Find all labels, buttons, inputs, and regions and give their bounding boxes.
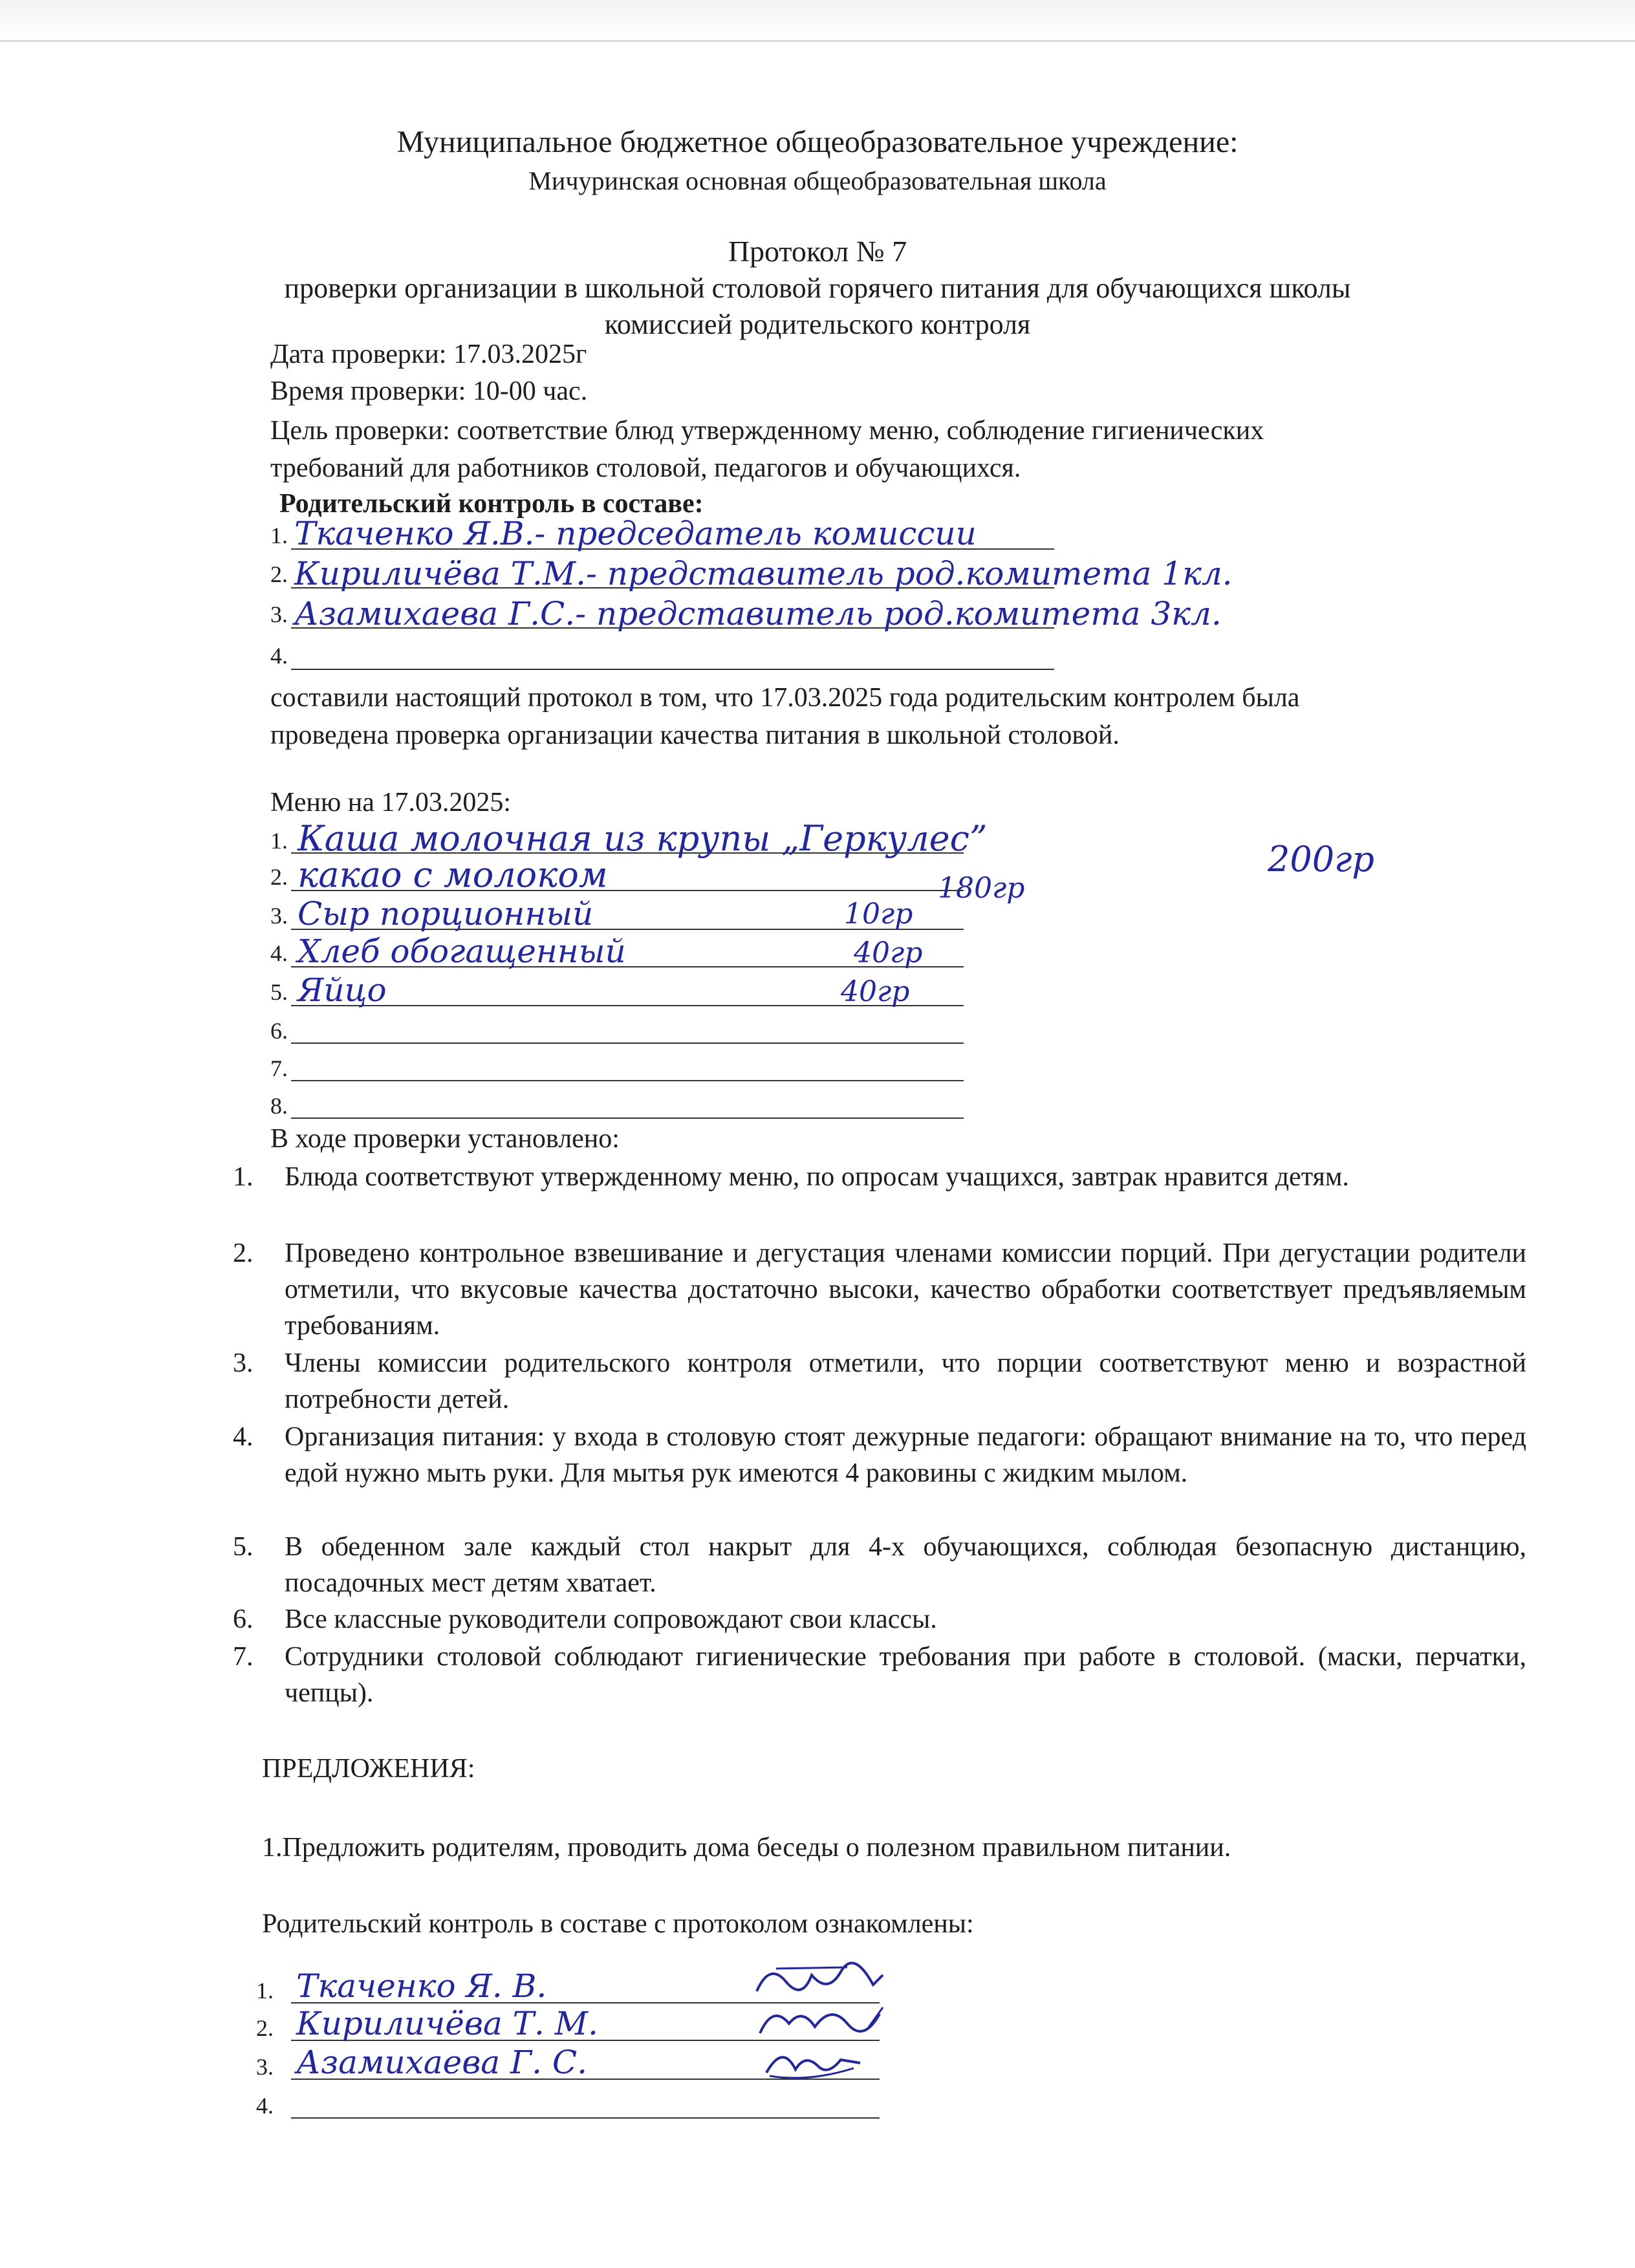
finding-number: 5.	[233, 1532, 254, 1562]
proposal-item: 1.Предложить родителям, проводить дома беседы о полезном правильном питании.	[262, 1833, 1231, 1863]
menu-item-name: какао с молоком	[298, 854, 608, 895]
menu-number: 4.	[270, 940, 288, 966]
ack-name: Азамихаева Г. С.	[296, 2044, 588, 2081]
menu-item-name: Сыр порционный	[298, 895, 594, 933]
ack-number: 3.	[256, 2054, 274, 2080]
menu-item-weight: 180гр	[938, 872, 1025, 905]
committee-number: 3.	[270, 601, 288, 627]
committee-member: Ткаченко Я.В.- председатель комиссии	[294, 515, 977, 552]
findings-heading: В ходе проверки установлено:	[270, 1124, 620, 1154]
finding-number: 7.	[233, 1642, 254, 1672]
committee-number: 4.	[270, 643, 288, 669]
finding-text: Все классные руководители сопровождают свои классы.	[285, 1604, 937, 1634]
finding-text: В обеденном зале каждый стол накрыт для 4-х обучающихся, соблюдая безопасную дистанцию, посадочных мест детям хватает.	[285, 1532, 1526, 1598]
menu-number: 7.	[270, 1055, 288, 1081]
proposals-heading: ПРЕДЛОЖЕНИЯ:	[262, 1754, 475, 1784]
acknowledgment-heading: Родительский контроль в составе с протоколом ознакомлены:	[262, 1909, 974, 1939]
protocol-subtitle-2: комиссией родительского контроля	[604, 308, 1031, 340]
menu-item-name: Яйцо	[298, 971, 387, 1009]
committee-number: 1.	[270, 523, 288, 548]
inspection-time: Время проверки: 10-00 час.	[270, 376, 588, 406]
finding-text: Блюда соответствуют утвержденному меню, по опросам учащихся, завтрак нравится детям.	[285, 1162, 1349, 1192]
finding-text: Проведено контрольное взвешивание и дегустация членами комиссии порций. При дегустации родители отметили, что вкусовые качества достаточно высоки, качество обработки соответствует предъявляемым требованиям.	[285, 1238, 1526, 1341]
committee-member: Азамихаева Г.С.- представитель род.комитета 3кл.	[294, 595, 1222, 632]
finding-number: 3.	[233, 1348, 254, 1378]
committee-member: Кириличёва Т.М.- представитель род.комитета 1кл.	[294, 555, 1233, 592]
ack-number: 2.	[256, 2015, 274, 2041]
school-name: Мичуринская основная общеобразовательная школа	[528, 166, 1107, 195]
ack-name: Ткаченко Я. В.	[296, 1967, 547, 2005]
inspection-date: Дата проверки: 17.03.2025г	[270, 340, 587, 369]
inspection-goal-2: требований для работников столовой, педагогов и обучающихся.	[270, 453, 1021, 483]
signature-3	[757, 2037, 886, 2089]
statement-line-2: проведена проверка организации качества питания в школьной столовой.	[270, 720, 1120, 750]
committee-number: 2.	[270, 561, 288, 587]
menu-line	[291, 1080, 964, 1081]
menu-number: 2.	[270, 864, 288, 890]
scan-edge	[0, 0, 1635, 42]
ack-number: 1.	[256, 1978, 274, 2003]
menu-number: 8.	[270, 1093, 288, 1119]
finding-number: 2.	[233, 1238, 254, 1268]
menu-number: 1.	[270, 828, 288, 854]
committee-heading: Родительский контроль в составе:	[279, 489, 704, 519]
menu-item-weight: 200гр	[1268, 839, 1374, 880]
protocol-title: Протокол № 7	[728, 235, 907, 268]
finding-text: Организация питания: у входа в столовую стоят дежурные педагоги: обращают внимание на то, что перед едой нужно мыть руки. Для мытья рук имеются 4 раковины с жидким мылом.	[285, 1422, 1526, 1488]
menu-item-weight: 10гр	[844, 898, 913, 931]
inspection-goal-1: Цель проверки: соответствие блюд утвержденному меню, соблюдение гигиенических	[270, 416, 1264, 446]
committee-line	[291, 669, 1054, 670]
protocol-subtitle-1: проверки организации в школьной столовой горячего питания для обучающихся школы	[284, 272, 1351, 304]
menu-heading: Меню на 17.03.2025:	[270, 788, 512, 817]
finding-text: Члены комиссии родительского контроля отметили, что порции соответствуют меню и возрастной потребности детей.	[285, 1348, 1526, 1414]
finding-number: 1.	[233, 1162, 254, 1192]
menu-number: 3.	[270, 903, 288, 929]
finding-number: 6.	[233, 1604, 254, 1634]
menu-line	[291, 1118, 964, 1119]
menu-item-weight: 40гр	[841, 975, 910, 1008]
finding-text: Сотрудники столовой соблюдают гигиенические требования при работе в столовой. (маски, перчатки, чепцы).	[285, 1642, 1526, 1708]
menu-item-weight: 40гр	[854, 936, 923, 969]
menu-number: 6.	[270, 1018, 288, 1044]
institution-name: Муниципальное бюджетное общеобразовательное учреждение:	[396, 125, 1239, 159]
menu-item-name: Каша молочная из крупы „Геркулес”	[298, 818, 988, 859]
menu-item-name: Хлеб обогащенный	[298, 933, 626, 970]
statement-line-1: составили настоящий протокол в том, что 17.03.2025 года родительским контролем была	[270, 683, 1300, 713]
ack-number: 4.	[256, 2093, 274, 2119]
finding-number: 4.	[233, 1422, 254, 1452]
menu-number: 5.	[270, 979, 288, 1005]
ack-name: Кириличёва Т. М.	[296, 2005, 598, 2042]
menu-line	[291, 1042, 964, 1044]
ack-line	[291, 2117, 880, 2119]
